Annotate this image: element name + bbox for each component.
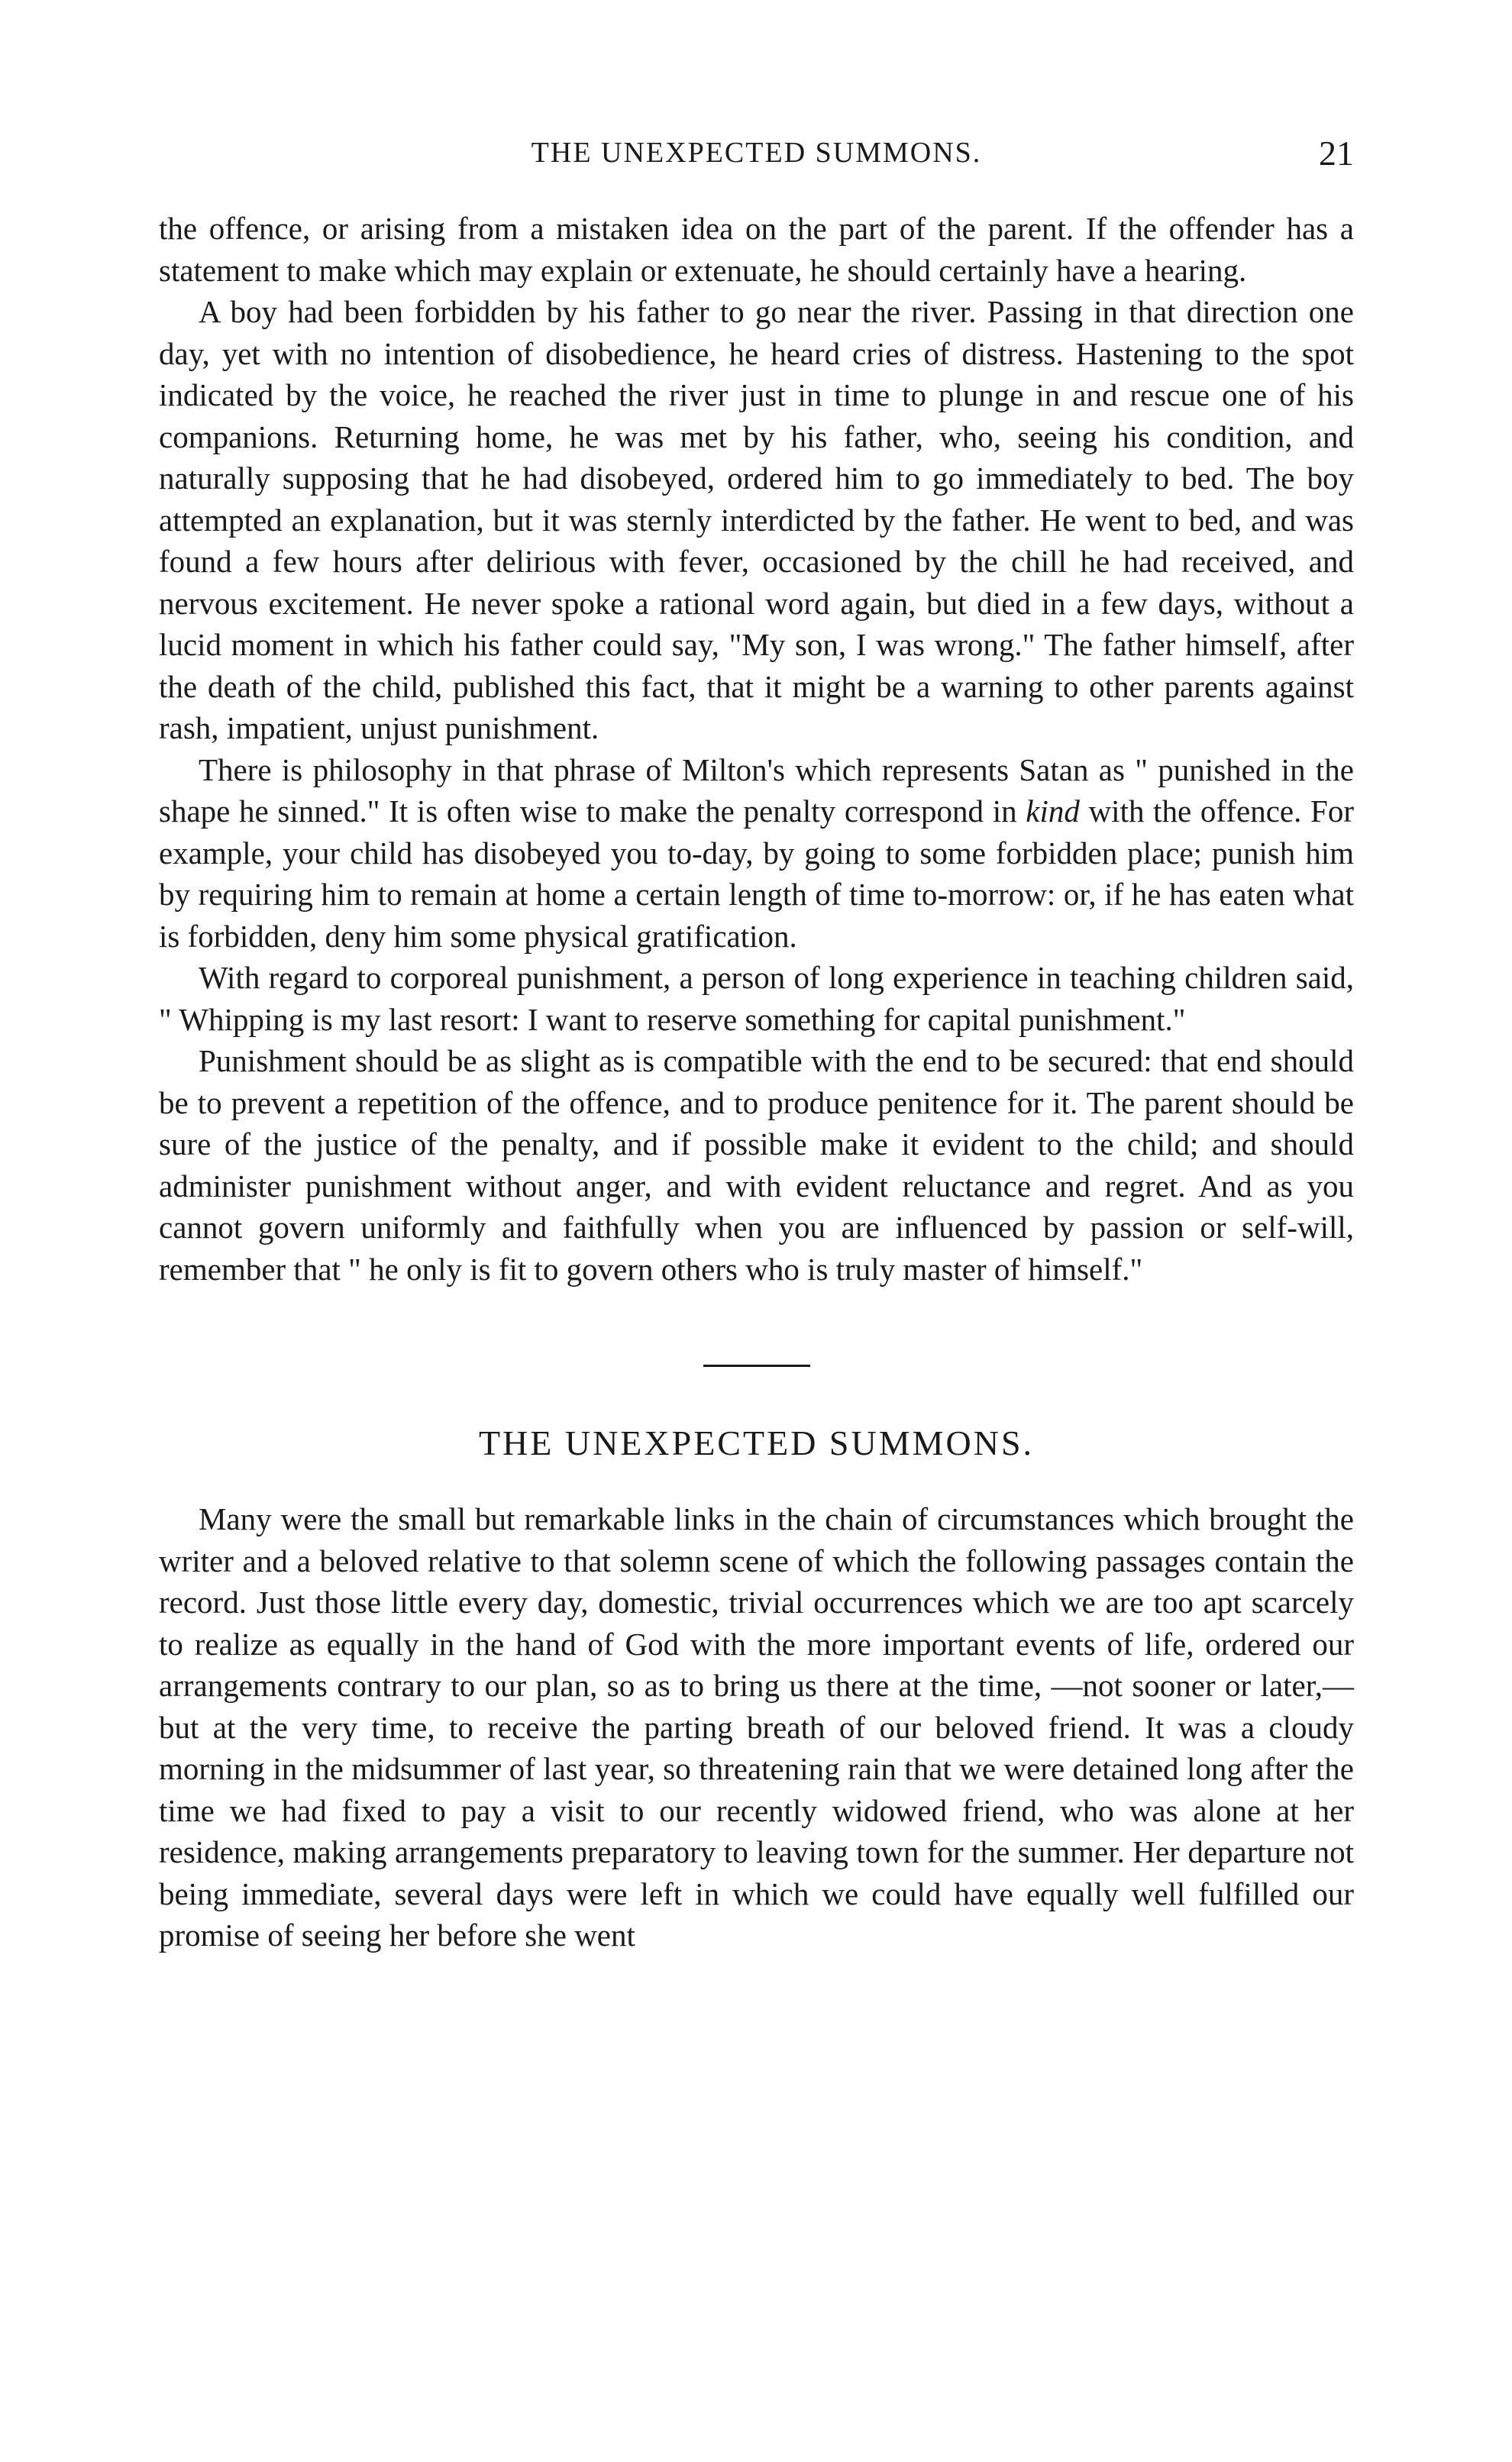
paragraph-milton xyxy=(159,749,1354,958)
book-page xyxy=(159,115,1354,1956)
section-title: THE UNEXPECTED SUMMONS. xyxy=(478,1423,1035,1462)
section-divider-rule xyxy=(703,1365,810,1367)
paragraph-corporeal-punishment: With regard to corporeal punishment, a person of long experience in teaching children said, " Whipping is my last resort: I want to reserve something for capital punishment." xyxy=(159,960,1354,1037)
section-body xyxy=(159,1498,1354,1956)
paragraph-boy-river: A boy had been forbidden by his father to go near the river. Passing in that direction one day, yet with no intention of disobedience, he heard cries of distress. Hastening to the spot indicated by the voice, he reached the river just in time to plunge in and rescue one of his companions. Returning home, he was met by his father, who, seeing his condition, and naturally supposing that he had disobeyed, ordered him to go immediately to bed. The boy attempted an explanation, but it was sternly interdicted by the father. He went to bed, and was found a few hours after delirious with fever, occasioned by the chill he had received, and nervous excitement. He never spoke a rational word again, but died in a few days, without a lucid moment in which his father could say, "My son, I was wrong." The father himself, after the death of the child, published this fact, that it might be a warning to other parents against rash, impatient, unjust punishment. xyxy=(159,294,1354,745)
milton-italic-word: kind xyxy=(1026,793,1080,829)
body-text xyxy=(159,208,1354,1290)
milton-text-before: There is philosophy in that phrase of Milton's which represents Satan as " punished in the shape he sinned." It is often wise to make the penalty correspond in xyxy=(159,751,1354,829)
paragraph-unexpected-summons: Many were the small but remarkable links in the chain of circumstances which brought the writer and a beloved relative to that solemn scene of which the following passages contain the record. Just those little every day, domestic, trivial occurrences which we are too apt scarcely to realize as equally in the hand of God with the more important events of life, ordered our arrangements contrary to our plan, so as to bring us there at the time, —not sooner or later,—but at the very time, to receive the parting breath of our beloved friend. It was a cloudy morning in the midsummer of last year, so threatening rain that we were detained long after the time we had fixed to pay a visit to our recently widowed friend, who was alone at her residence, making arrangements preparatory to leaving town for the summer. Her departure not being immediate, several days were left in which we could have equally well fulfilled our promise of seeing her before she went xyxy=(159,1501,1354,1953)
running-head xyxy=(159,115,1354,173)
paragraph-punishment-slight: Punishment should be as slight as is compatible with the end to be secured: that end should be to prevent a repetition of the offence, and to produce penitence for it. The parent should be sure of the justice of the penalty, and if possible make it evident to the child; and should administer punishment without anger, and with evident reluctance and regret. And as you cannot govern uniformly and faithfully when you are influenced by passion or self-will, remember that " he only is fit to govern others who is truly master of himself." xyxy=(159,1043,1354,1287)
running-head-title: THE UNEXPECTED SUMMONS. xyxy=(531,137,982,169)
page-number: 21 xyxy=(1319,134,1354,173)
paragraph-offence-hearing: the offence, or arising from a mistaken idea on the part of the parent. If the offender has a statement to make which may explain or extenuate, he should certainly have a hearing. xyxy=(159,211,1354,288)
milton-text-after: with the offence. For example, your child has disobeyed you to-day, by going to some forbidden place; punish him by requiring him to remain at home a certain length of time to-morrow: or, if he has eaten what is forbidden, deny him some physical gratification. xyxy=(159,793,1354,954)
